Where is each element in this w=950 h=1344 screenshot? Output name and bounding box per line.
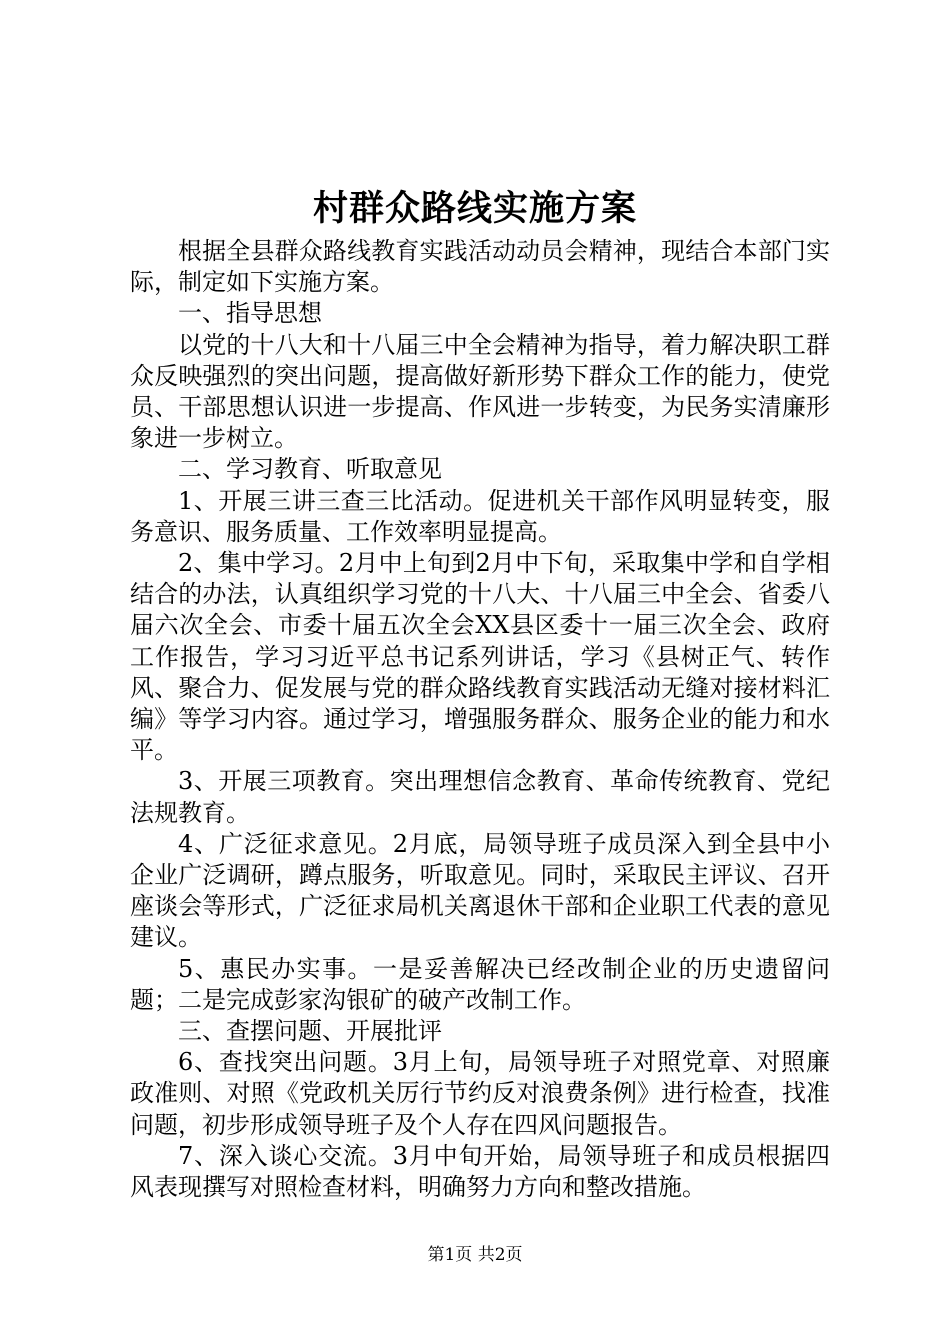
- paragraph-item-4: 4、广泛征求意见。2月底，局领导班子成员深入到全县中小企业广泛调研，蹲点服务，听取意见。同时，采取民主评议、召开座谈会等形式，广泛征求局机关离退休干部和企业职工代表的意见建议。: [130, 829, 830, 952]
- paragraph-item-1: 1、开展三讲三查三比活动。促进机关干部作风明显转变，服务意识、服务质量、工作效率明显提高。: [130, 486, 830, 546]
- section-heading-2: 二、学习教育、听取意见: [178, 455, 442, 484]
- paragraph-item-7: 7、深入谈心交流。3月中旬开始，局领导班子和成员根据四风表现撰写对照检查材料，明确努力方向和整改措施。: [130, 1141, 830, 1202]
- paragraph-item-5: 5、惠民办实事。一是妥善解决已经改制企业的历史遗留问题；二是完成彭家沟银矿的破产改制工作。: [130, 954, 830, 1014]
- page-footer: 第1页 共2页: [427, 1245, 523, 1265]
- document-body: [130, 236, 830, 1203]
- paragraph-guiding-thought: 以党的十八大和十八届三中全会精神为指导，着力解决职工群众反映强烈的突出问题，提高做好新形势下群众工作的能力，使党员、干部思想认识进一步提高、作风进一步转变，为民务实清廉形象进一步树立。: [130, 330, 830, 453]
- paragraph-item-6: 6、查找突出问题。3月上旬，局领导班子对照党章、对照廉政准则、对照《党政机关厉行节约反对浪费条例》进行检查，找准问题，初步形成领导班子及个人存在四风问题报告。: [130, 1048, 830, 1139]
- section-heading-3: 三、查摆问题、开展批评: [178, 1017, 442, 1046]
- paragraph-item-2: 2、集中学习。2月中上旬到2月中下旬，采取集中学和自学相结合的办法，认真组织学习党的十八大、十八届三中全会、省委八届六次全会、市委十届五次全会XX县区委十一届三次全会、政府工作报告，学习习近平总书记系列讲话，学习《县树正气、转作风、聚合力、促发展与党的群众路线教育实践活动无缝对接材料汇编》等学习内容。通过学习，增强服务群众、服务企业的能力和水平。: [130, 549, 830, 765]
- paragraph-intro: 根据全县群众路线教育实践活动动员会精神，现结合本部门实际，制定如下实施方案。: [130, 237, 830, 297]
- document-title: 村群众路线实施方案: [312, 188, 637, 229]
- paragraph-item-3: 3、开展三项教育。突出理想信念教育、革命传统教育、党纪法规教育。: [130, 767, 830, 827]
- section-heading-1: 一、指导思想: [178, 299, 322, 328]
